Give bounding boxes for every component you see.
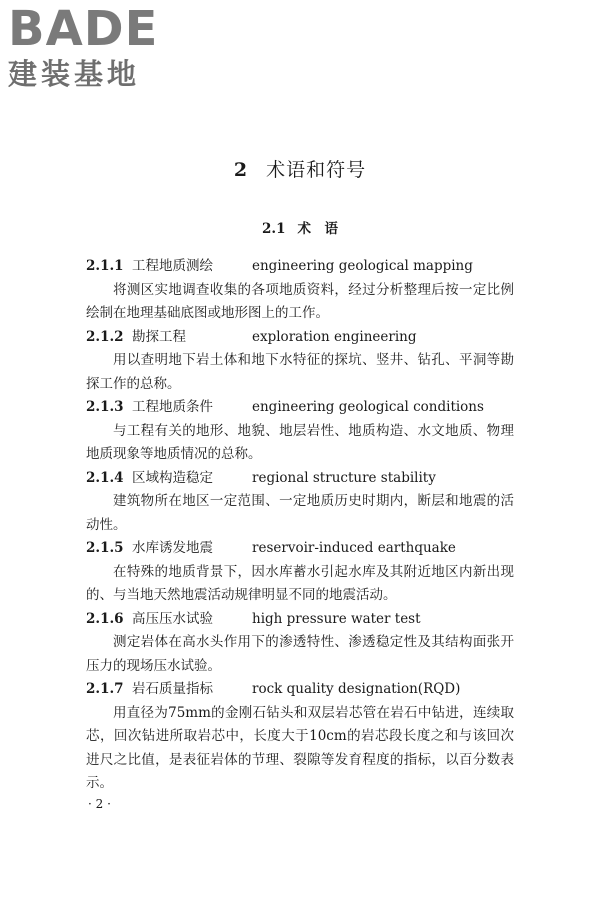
term-english: exploration engineering [252,328,417,345]
term-definition: 用以查明地下岩土体和地下水特征的探坑、竖井、钻孔、平洞等勘探工作的总称。 [86,352,514,392]
term-heading [86,608,514,632]
chapter-number: 2 [233,159,249,181]
page-number: · 2 · [88,797,111,811]
term-heading [86,678,514,702]
publisher-logo [8,2,178,98]
term-entry [86,678,514,796]
term-chinese: 岩石质量指标 [132,681,213,697]
term-heading [86,255,514,279]
section-title-text: 术 语 [297,221,338,237]
term-entry [86,255,514,326]
term-english: reservoir-induced earthquake [252,540,456,556]
term-english: rock quality designation(RQD) [252,681,461,697]
term-heading [86,326,514,350]
term-entry [86,326,514,397]
term-heading [86,467,514,491]
term-number: 2.1.3 [86,399,124,415]
term-definition: 用直径为75mm的金刚石钻头和双层岩芯管在岩石中钻进，连续取芯，回次钻进所取岩芯中，长度大于10cm的岩芯段长度之和与该回次进尺之比值，是表征岩体的节理、裂隙等发育程度的指标，以百分数表示。 [86,704,514,791]
term-entry [86,396,514,467]
section-number: 2.1 [262,221,286,237]
term-entry [86,467,514,538]
term-number: 2.1.7 [86,681,124,697]
term-chinese: 勘探工程 [132,328,186,345]
chapter-title [0,155,600,182]
term-number: 2.1.4 [86,469,124,486]
term-chinese: 工程地质测绘 [132,258,213,274]
term-chinese: 高压压水试验 [132,610,213,627]
term-heading [86,537,514,561]
term-entry [86,608,514,679]
term-chinese: 水库诱发地震 [132,540,213,556]
section-title [0,217,600,237]
term-number: 2.1.5 [86,540,124,556]
term-english: engineering geological conditions [252,399,484,415]
term-english: engineering geological mapping [252,258,473,274]
term-definition: 测定岩体在高水头作用下的渗透特性、渗透稳定性及其结构面张开压力的现场压水试验。 [86,634,514,674]
term-entry [86,537,514,608]
term-number: 2.1.2 [86,328,124,345]
term-chinese: 区域构造稳定 [132,469,213,486]
term-definition: 建筑物所在地区一定范围、一定地质历史时期内，断层和地震的活动性。 [86,493,514,533]
term-definition: 将测区实地调查收集的各项地质资料，经过分析整理后按一定比例绘制在地理基础底图或地形图上的工作。 [86,281,514,321]
term-chinese: 工程地质条件 [132,399,213,415]
logo-text: 建装基地 [8,57,141,91]
term-number: 2.1.6 [86,610,124,627]
chapter-title-text: 术语和符号 [266,159,367,181]
term-english: regional structure stability [252,469,436,486]
term-number: 2.1.1 [86,258,124,274]
logo-mark: BADE [8,1,159,57]
term-heading [86,396,514,420]
term-english: high pressure water test [252,610,421,627]
terms-list [86,255,514,796]
term-definition: 在特殊的地质背景下，因水库蓄水引起水库及其附近地区内新出现的、与当地天然地震活动规律明显不同的地震活动。 [86,563,514,603]
term-definition: 与工程有关的地形、地貌、地层岩性、地质构造、水文地质、物理地质现象等地质情况的总称。 [86,422,514,462]
